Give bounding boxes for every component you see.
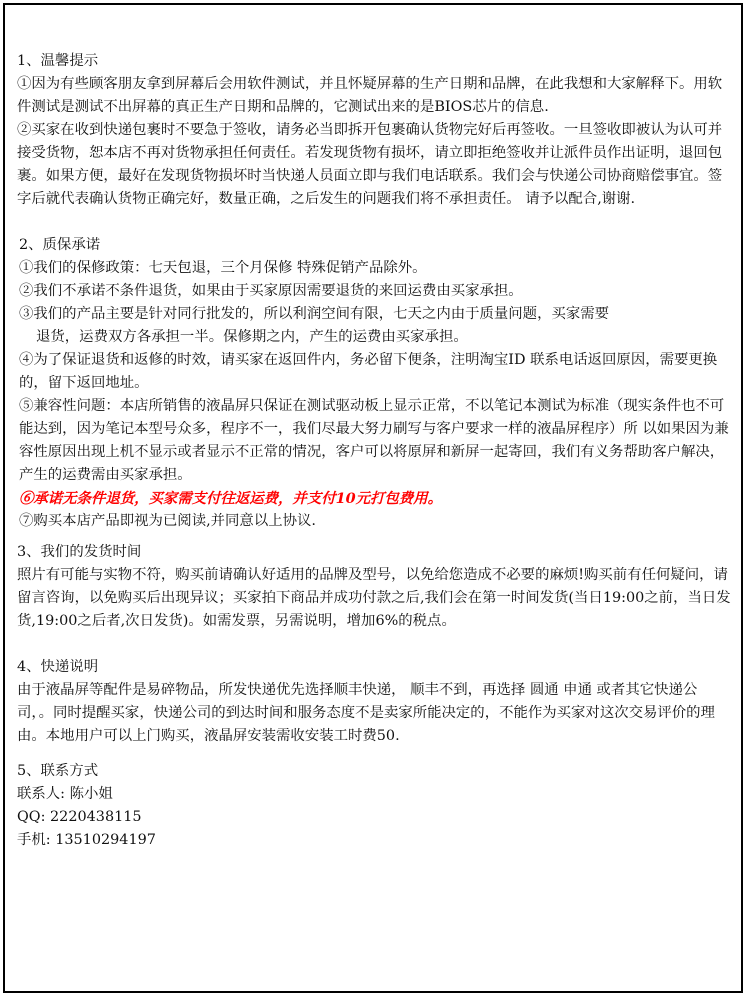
shipping-time-text: 照片有可能与实物不符，购买前请确认好适用的品牌及型号，以免给您造成不必要的麻烦!购买前有任何疑问，请留言咨询，以免购买后出现异议；买家拍下商品并成功付款之后,我们会在第一时间发货(当日19:00之前，当日发货,19:00之后者,次日发货)。如需发票，另需说明，增加6%的税点。: [17, 567, 731, 629]
section-courier: [17, 656, 733, 748]
warranty-item-3-cont: 退货，运费双方各承担一半。保修期之内，产生的运费由买家承担。: [36, 329, 468, 345]
warranty-item-6-highlight: ⑥承诺无条件退货，买家需支付往返运费，并支付10元打包费用。: [19, 490, 442, 507]
section-contact: [17, 760, 733, 852]
tip-paragraph-1: ①因为有些顾客朋友拿到屏幕后会用软件测试，并且怀疑屏幕的生产日期和品牌，在此我想和大家解释下。用软件测试是测试不出屏幕的真正生产日期和品牌的，它测试出来的是BIOS芯片的信息.: [17, 76, 723, 115]
section-heading-warm-tips: 1、温馨提示: [17, 53, 99, 69]
warranty-item-5: ⑤兼容性问题：本店所销售的液晶屏只保证在测试驱动板上显示正常，不以笔记本测试为标准（现实条件也不可能达到，因为笔记本型号众多，程序不一，我们尽最大努力刷写与客户要求一样的液晶屏程序）所 以如果因为兼容性原因出现上机不显示或者显示不正常的情况，客户可以将原屏和新屏一起寄回，我们有义务帮助客户解决，产生的运费需由买家承担。: [19, 398, 729, 483]
warranty-item-1: ①我们的保修政策：七天包退，三个月保修 特殊促销产品除外。: [19, 260, 427, 276]
courier-text: 由于液晶屏等配件是易碎物品，所发快递优先选择顺丰快递， 顺丰不到，再选择 圆通 申通 或者其它快递公司，。同时提醒买家，快递公司的到达时间和服务态度不是卖家所能决定的，不能作为买家对这次交易评价的理由。本地用户可以上门购买，液晶屏安装需收安装工时费50.: [17, 682, 715, 744]
contact-person: 联系人: 陈小姐: [17, 786, 113, 802]
document-body: [17, 50, 733, 852]
section-heading-contact: 5、联系方式: [17, 763, 99, 779]
warranty-item-4: ④为了保证退货和返修的时效，请买家在返回件内，务必留下便条，注明淘宝ID 联系电话返回原因，需要更换的，留下返回地址。: [19, 352, 718, 391]
warranty-item-7: ⑦购买本店产品即视为已阅读,并同意以上协议.: [19, 513, 316, 529]
warranty-item-2: ②我们不承诺不条件退货，如果由于买家原因需要退货的来回运费由买家承担。: [19, 283, 523, 299]
section-heading-courier: 4、快递说明: [17, 659, 99, 675]
warranty-item-3: ③我们的产品主要是针对同行批发的，所以利润空间有限，七天之内由于质量问题，买家需要: [19, 306, 610, 322]
contact-qq: QQ: 2220438115: [17, 809, 142, 825]
section-shipping-time: [17, 541, 733, 633]
section-heading-warranty: 2、质保承诺: [19, 237, 101, 253]
section-warranty: [17, 234, 733, 533]
section-warm-tips: [17, 50, 733, 211]
tip-paragraph-2: ②买家在收到快递包裹时不要急于签收，请务必当即拆开包裹确认货物完好后再签收。一旦签收即被认为认可并接受货物，恕本店不再对货物承担任何责任。若发现货物有损坏，请立即拒绝签收并让派件员作出证明，退回包裹。如果方便，最好在发现货物损坏时当快递人员面立即与我们电话联系。我们会与快递公司协商赔偿事宜。签字后就代表确认货物正确完好，数量正确，之后发生的问题我们将不承担责任。 请予以配合,谢谢.: [17, 122, 723, 207]
section-heading-shipping-time: 3、我们的发货时间: [17, 544, 142, 560]
contact-phone: 手机: 13510294197: [17, 832, 156, 848]
